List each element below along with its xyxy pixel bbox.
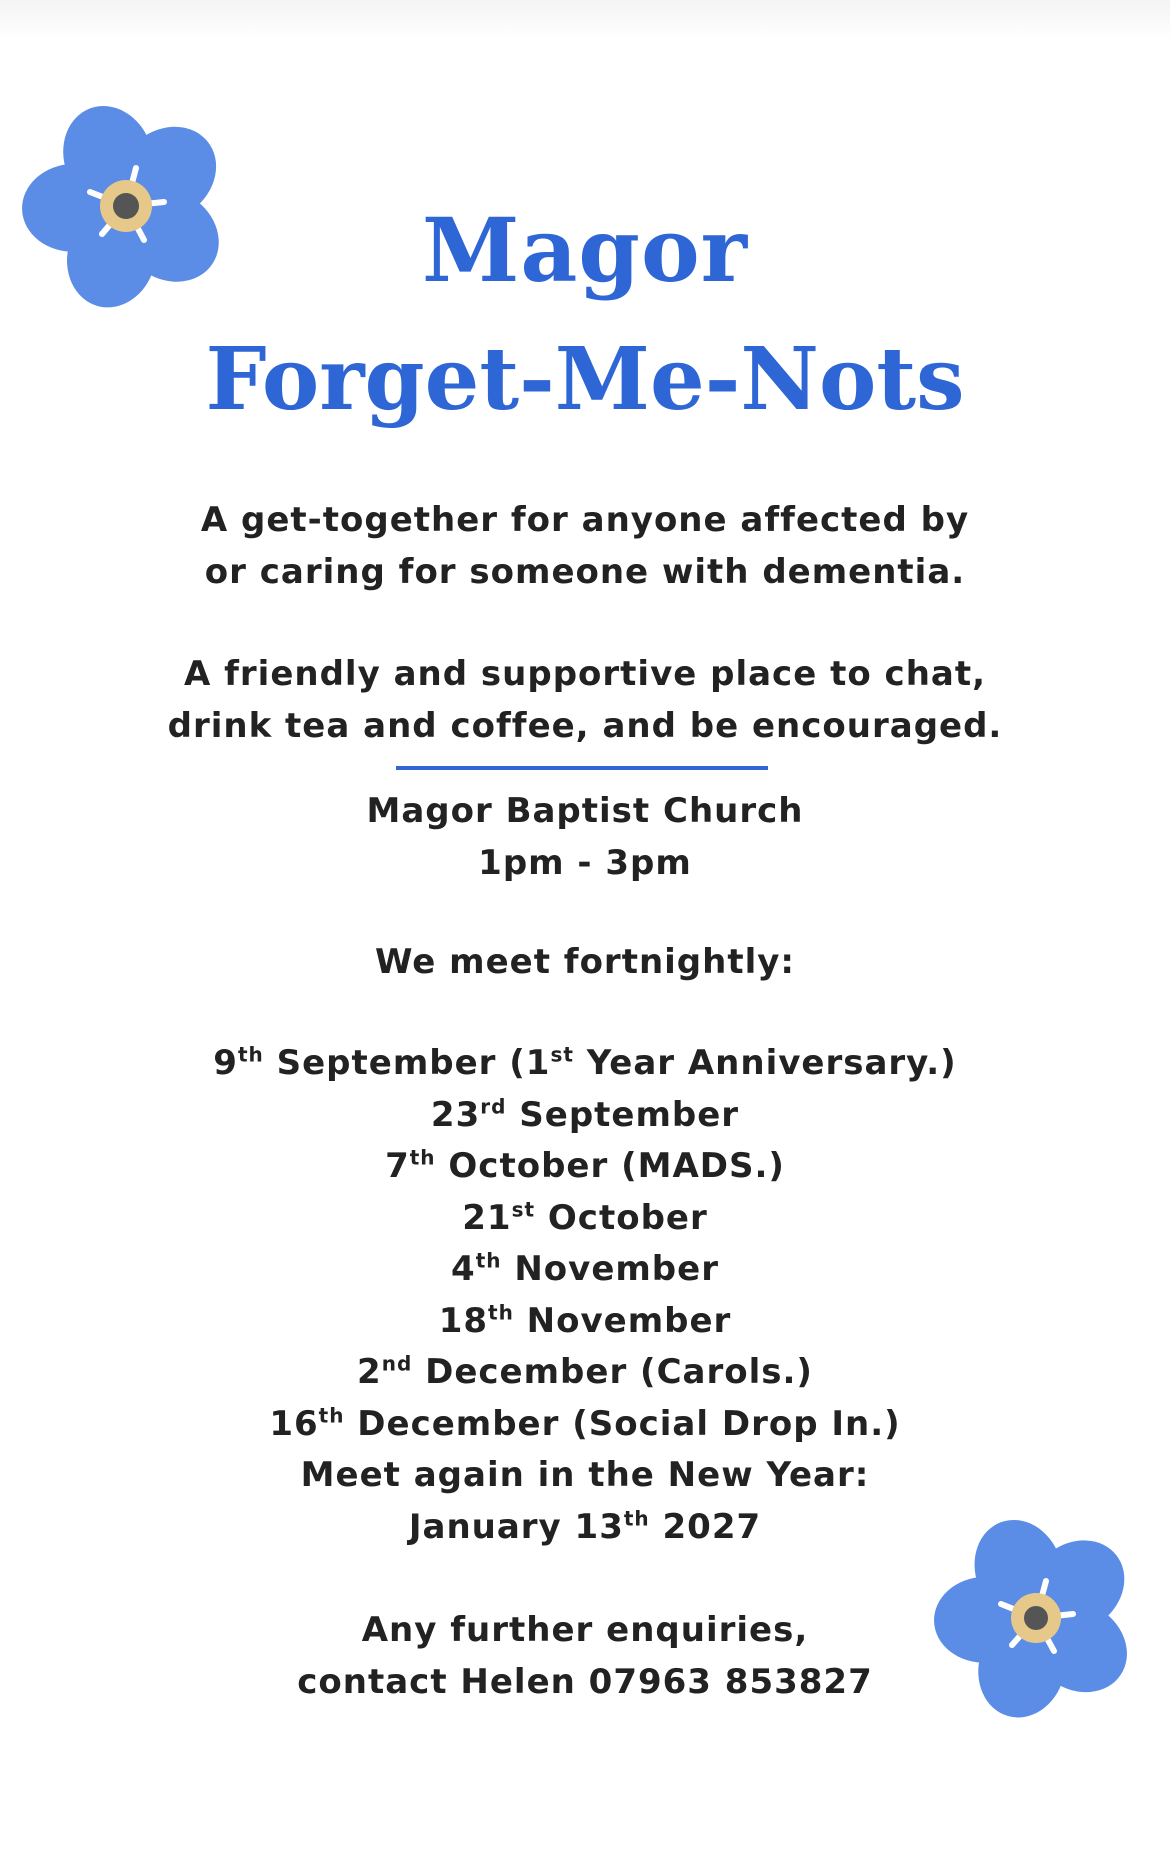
date-item: 7th October (MADS.)	[385, 1145, 785, 1186]
intro-line: A get-together for anyone affected by	[200, 500, 970, 540]
date-item: 2nd December (Carols.)	[357, 1351, 813, 1392]
new-year-date: January 13th 2027	[408, 1506, 762, 1547]
meet-label: We meet fortnightly:	[374, 942, 796, 982]
divider-line	[396, 766, 768, 770]
meeting-frequency	[0, 936, 1170, 988]
spacer	[0, 598, 1170, 648]
new-year-label: Meet again in the New Year:	[300, 1455, 870, 1495]
venue-name: Magor Baptist Church	[366, 791, 804, 831]
date-item: 9th September (1st Year Anniversary.)	[213, 1042, 957, 1083]
meeting-dates-list	[0, 1038, 1170, 1553]
venue-time: 1pm - 3pm	[478, 843, 692, 883]
date-item: 18th November	[438, 1300, 732, 1341]
date-item: 21st October	[462, 1197, 708, 1238]
title-line-magor: Magor	[421, 198, 749, 302]
intro-line: A friendly and supportive place to chat,	[183, 654, 987, 694]
contact-phone: contact Helen 07963 853827	[297, 1662, 873, 1702]
intro-line: drink tea and coffee, and be encouraged.	[167, 706, 1003, 746]
date-item: 23rd September	[430, 1094, 740, 1135]
flyer-title	[0, 190, 1170, 450]
date-item: 16th December (Social Drop In.)	[269, 1403, 901, 1444]
top-shadow	[0, 0, 1170, 40]
date-item: 4th November	[451, 1248, 719, 1289]
venue-info	[0, 785, 1170, 889]
intro-text	[0, 494, 1170, 752]
contact-line: Any further enquiries,	[361, 1610, 809, 1650]
contact-info	[0, 1604, 1170, 1708]
title-line-forget-me-nots: Forget-Me-Nots	[205, 329, 965, 430]
intro-line: or caring for someone with dementia.	[204, 552, 966, 592]
